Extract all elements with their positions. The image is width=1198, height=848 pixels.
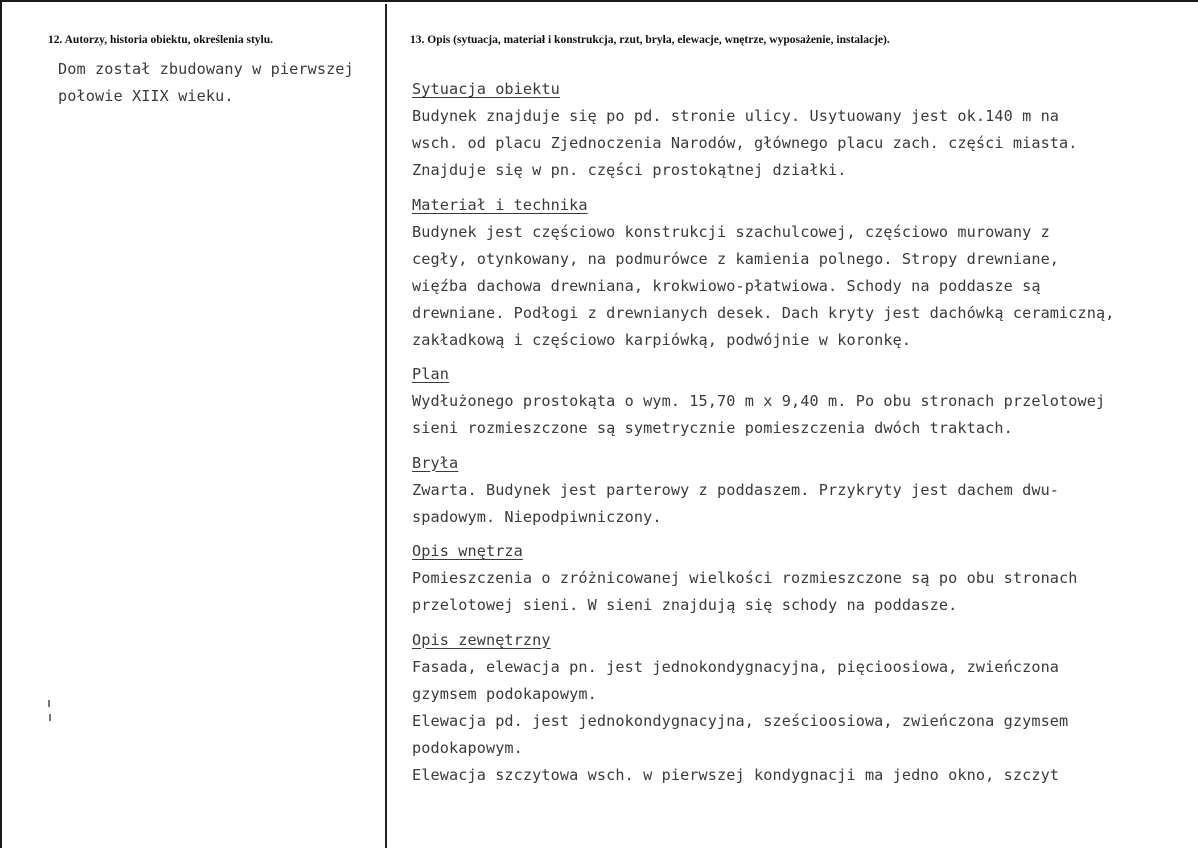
text-line: Pomieszczenia o zróżnicowanej wielkości rozmieszczone są po obu stronach <box>412 569 1078 587</box>
text-line: gzymsem podokapowym. <box>412 684 597 703</box>
text-line: sieni rozmieszczone są symetrycznie pomieszczenia dwóch traktach. <box>412 419 1013 437</box>
description-text <box>412 76 1115 796</box>
section-heading: Opis zewnętrzny <box>412 630 551 649</box>
section-material <box>412 192 1115 354</box>
margin-mark <box>49 714 51 721</box>
text-line: zakładkową i częściowo karpiówką, podwójnie w koronkę. <box>412 330 912 349</box>
margin-mark <box>48 700 50 707</box>
card-top-border <box>0 0 1198 2</box>
text-line: więźba dachowa drewniana, krokwiowo-płatwiowa. Schody na poddasze są <box>412 276 1041 295</box>
text-line: cegły, otynkowany, na podmurówce z kamienia polnego. Stropy drewniane, <box>412 249 1060 268</box>
history-line: połowie XIIX wieku. <box>58 87 234 105</box>
text-line: drewniane. Podłogi z drewnianych desek. Dach kryty jest dachówką ceramiczną, <box>412 303 1115 322</box>
section-plan <box>412 361 1115 442</box>
text-line: Elewacja pd. jest jednokondygnacyjna, sześcioosiowa, zwieńczona gzymsem <box>412 711 1069 730</box>
section-heading: Bryła <box>412 453 459 472</box>
text-line: podokapowym. <box>412 738 523 757</box>
header-field-13: 13. Opis (sytuacja, materiał i konstrukcja, rzut, bryła, elewacje, wnętrze, wyposażenie, instalacje). <box>410 34 890 46</box>
column-divider <box>385 4 387 848</box>
section-interior <box>412 538 1115 619</box>
text-line: wsch. od placu Zjednoczenia Narodów, głównego placu zach. części miasta. <box>412 134 1078 152</box>
history-line: Dom został zbudowany w pierwszej <box>58 60 354 78</box>
text-line: Budynek znajduje się po pd. stronie ulicy. Usytuowany jest ok.140 m na <box>412 107 1060 125</box>
section-heading: Sytuacja obiektu <box>412 80 560 98</box>
card-left-border <box>0 0 2 848</box>
section-heading: Opis wnętrza <box>412 542 523 560</box>
text-line: Zwarta. Budynek jest parterowy z poddaszem. Przykryty jest dachem dwu- <box>412 480 1060 499</box>
text-line: Wydłużonego prostokąta o wym. 15,70 m x 9,40 m. Po obu stronach przelotowej <box>412 392 1106 410</box>
section-massing <box>412 450 1115 531</box>
section-heading: Plan <box>412 365 449 383</box>
text-line: przelotowej sieni. W sieni znajdują się schody na poddasze. <box>412 596 958 614</box>
header-field-12: 12. Autorzy, historia obiektu, określenia stylu. <box>48 34 274 46</box>
text-line: spadowym. Niepodpiwniczony. <box>412 507 662 526</box>
section-exterior <box>412 627 1115 789</box>
text-line: Fasada, elewacja pn. jest jednokondygnacyjna, pięcioosiowa, zwieńczona <box>412 657 1060 676</box>
history-text <box>58 56 354 110</box>
section-situation <box>412 76 1115 184</box>
text-line: Znajduje się w pn. części prostokątnej działki. <box>412 161 847 179</box>
section-heading: Materiał i technika <box>412 195 588 214</box>
text-line: Elewacja szczytowa wsch. w pierwszej kondygnacji ma jedno okno, szczyt <box>412 765 1060 784</box>
text-line: Budynek jest częściowo konstrukcji szachulcowej, częściowo murowany z <box>412 222 1050 241</box>
